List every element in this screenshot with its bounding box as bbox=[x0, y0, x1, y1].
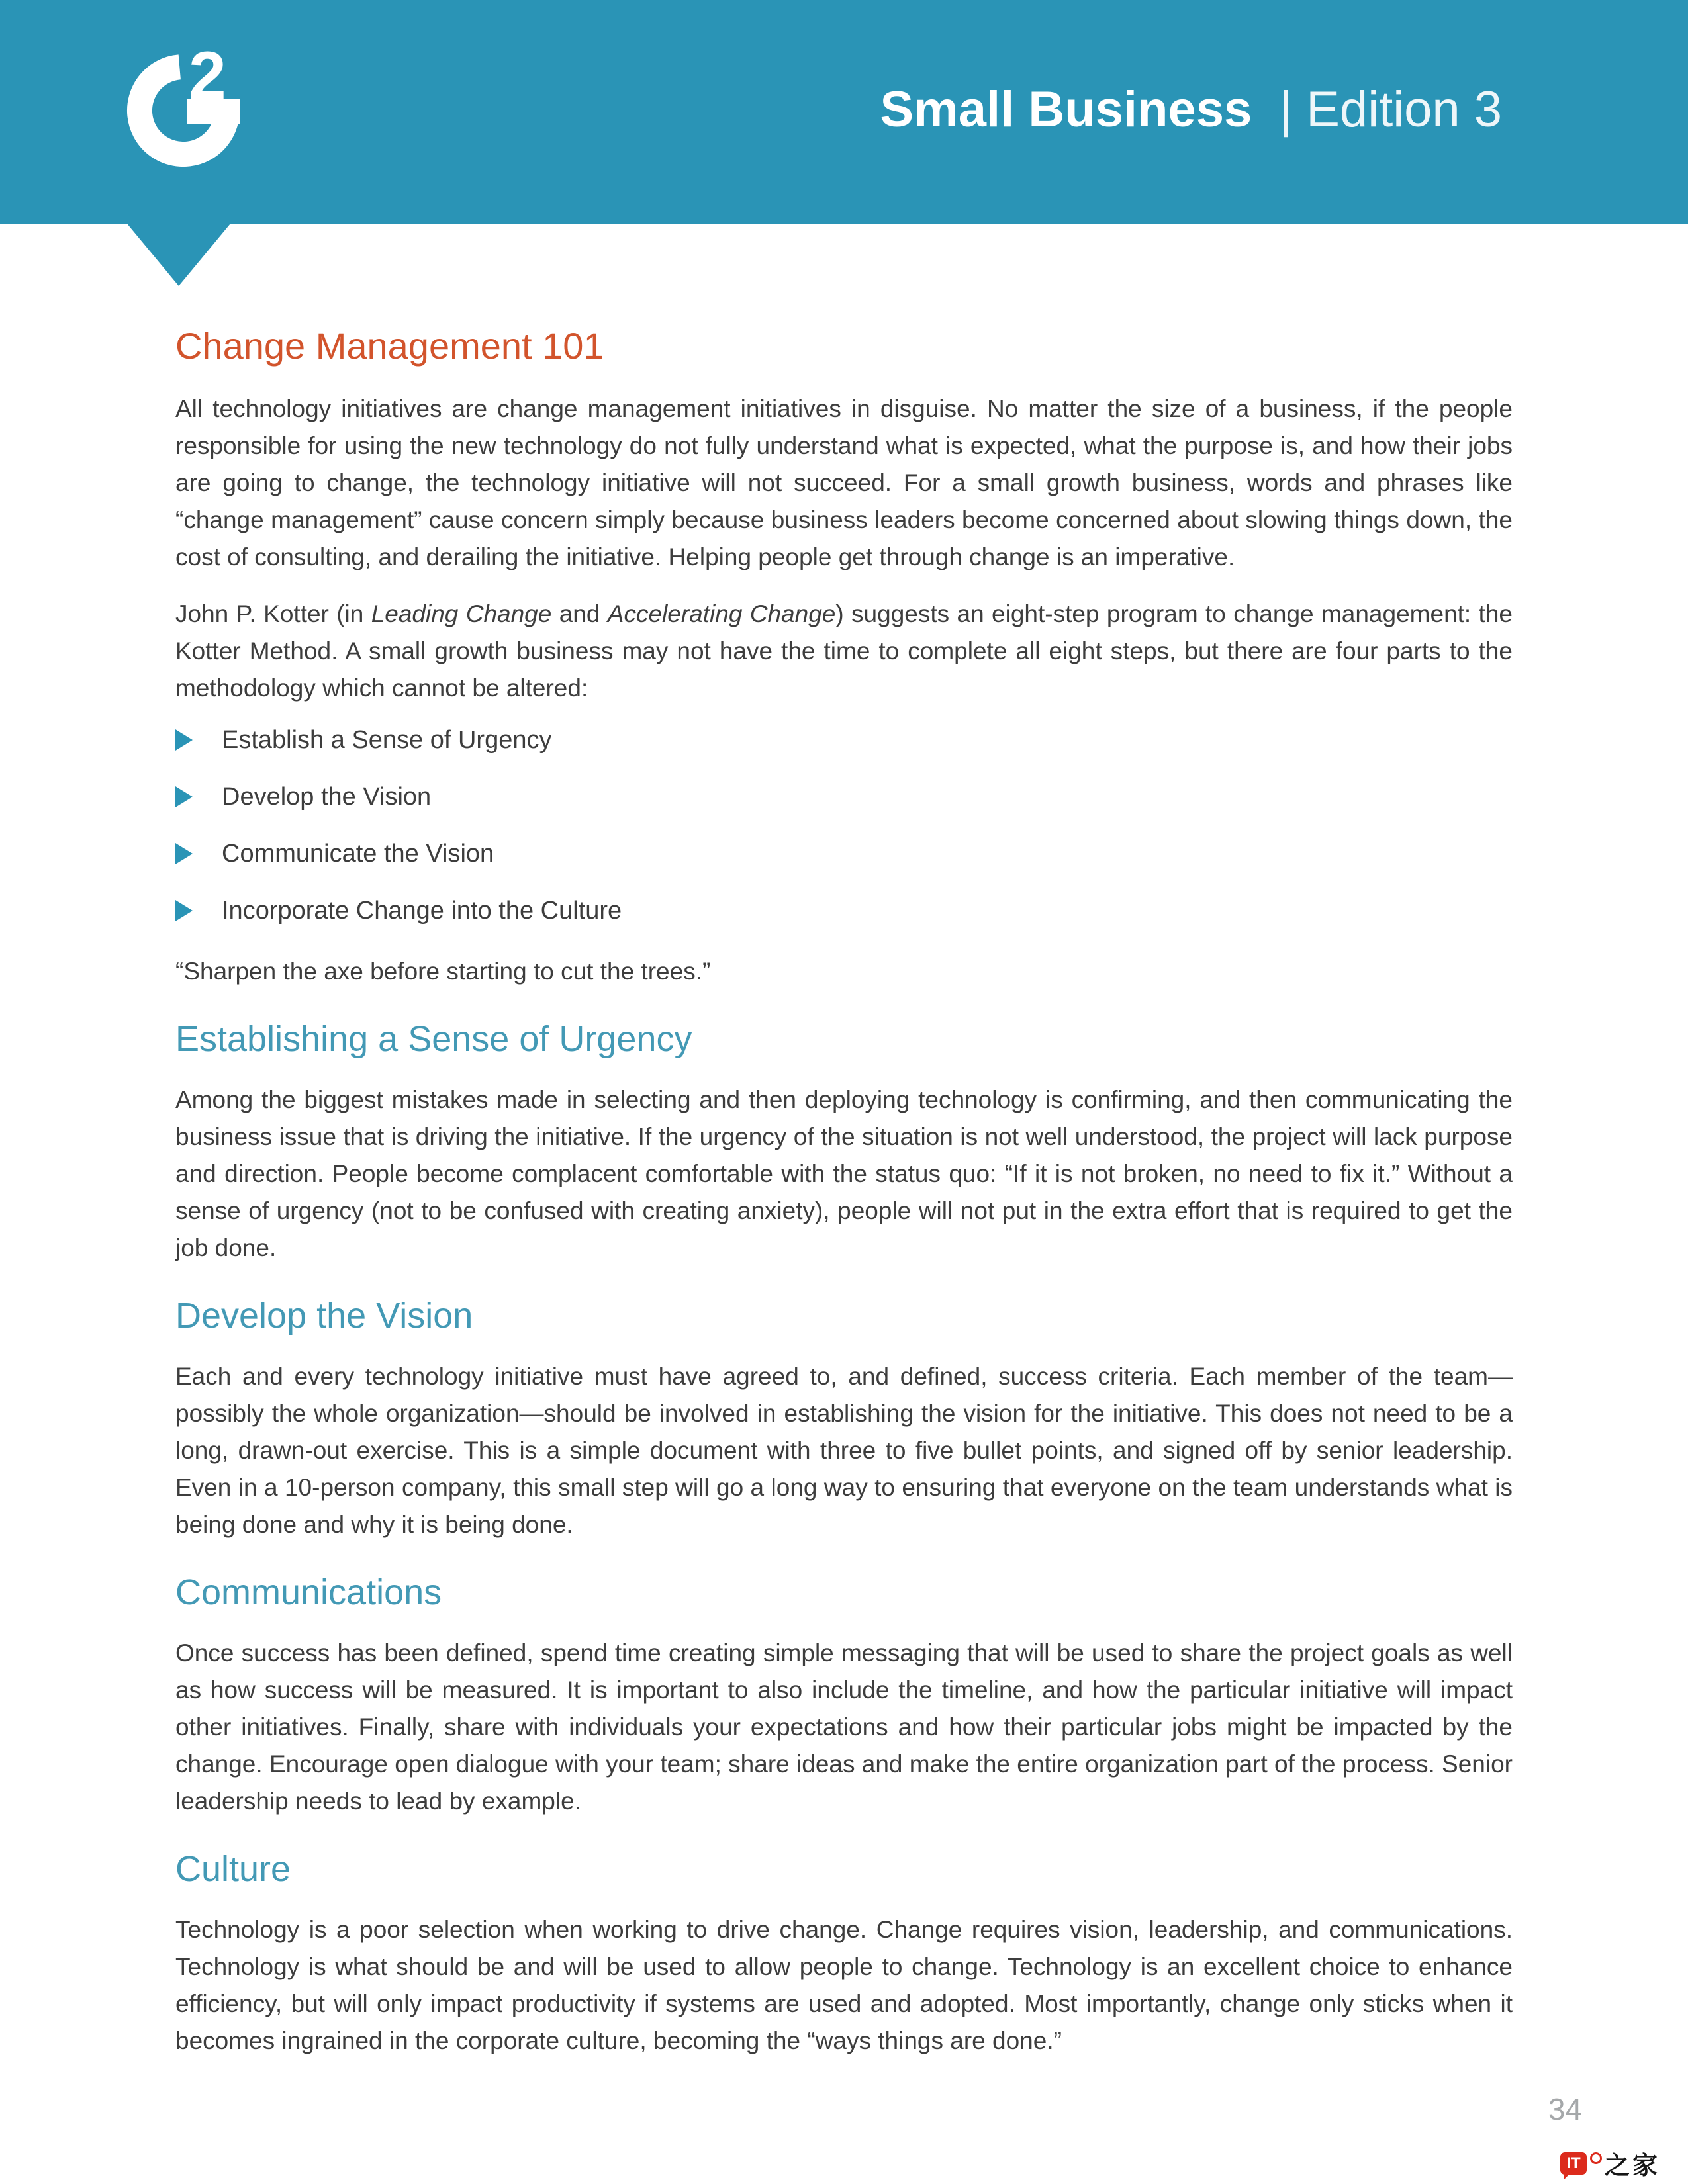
list-item bbox=[175, 841, 1513, 867]
article-content bbox=[175, 326, 1513, 2079]
list-item bbox=[175, 727, 1513, 753]
section-heading-vision: Develop the Vision bbox=[175, 1296, 473, 1336]
header-band-tail bbox=[127, 224, 230, 286]
list-item-label: Develop the Vision bbox=[222, 783, 432, 811]
page-number: 34 bbox=[1548, 2092, 1582, 2126]
article-title: Change Management 101 bbox=[175, 325, 604, 367]
list-item-label: Incorporate Change into the Culture bbox=[222, 897, 622, 925]
g2-logo-icon bbox=[124, 24, 256, 170]
bullet-triangle-icon bbox=[175, 900, 193, 921]
list-item bbox=[175, 897, 1513, 924]
document-title-edition: | Edition 3 bbox=[1279, 81, 1502, 138]
book-title-accelerating-change: Accelerating Change bbox=[607, 600, 836, 627]
bullet-list bbox=[175, 727, 1513, 924]
list-item-label: Establish a Sense of Urgency bbox=[222, 726, 552, 754]
g2-logo-superscript: 2 bbox=[189, 38, 226, 113]
bullet-triangle-icon bbox=[175, 786, 193, 807]
ithome-watermark bbox=[1560, 2152, 1660, 2179]
kotter-paragraph-part3: ) suggests an eight-step program to change management: the Kotter Method. A small growth business may not have the time to complete all eight steps, but there are four parts to the methodology which cannot be altered: bbox=[175, 600, 1513, 702]
document-title-main: Small Business bbox=[880, 81, 1252, 138]
list-item bbox=[175, 784, 1513, 810]
section-heading-urgency: Establishing a Sense of Urgency bbox=[175, 1019, 692, 1059]
section-body-vision: Each and every technology initiative must have agreed to, and defined, success criteria. Each member of the team—possibly the whole organization—should be involved in establishing the vision for the initiative. This does not need to be a long, drawn-out exercise. This is a simple document with three to five bullet points, and signed off by senior leadership. Even in a 10-person company, this small step will go a long way to ensuring that everyone on the team understands what is being done and why it is being done. bbox=[175, 1363, 1513, 1538]
document-title bbox=[880, 83, 1502, 136]
list-item-label: Communicate the Vision bbox=[222, 840, 494, 868]
section-heading-communications: Communications bbox=[175, 1572, 442, 1612]
kotter-paragraph-part1: John P. Kotter (in bbox=[175, 600, 371, 627]
section-body-communications: Once success has been defined, spend time creating simple messaging that will be used to share the project goals as well as how success will be measured. It is important to also include the timeline, and how the particular initiative will impact other initiatives. Finally, share with individuals your expectations and how their particular jobs might be impacted by the change. Encourage open dialogue with your team; share ideas and make the entire organization part of the process. Senior leadership needs to lead by example. bbox=[175, 1639, 1513, 1815]
bullet-triangle-icon bbox=[175, 843, 193, 864]
quote-line: “Sharpen the axe before starting to cut the trees.” bbox=[175, 958, 711, 985]
watermark-it-badge-icon: IT bbox=[1560, 2152, 1587, 2175]
section-body-culture: Technology is a poor selection when working to drive change. Change requires vision, leadership, and communications. Technology is what should be and will be used to allow people to change. Technology is an excellent choice to enhance efficiency, but will only impact productivity if systems are used and adopted. Most importantly, change only sticks when it becomes ingrained in the corporate culture, becoming the “ways things are done.” bbox=[175, 1916, 1513, 2054]
bullet-triangle-icon bbox=[175, 729, 193, 751]
watermark-registered-mark-icon bbox=[1590, 2152, 1602, 2164]
section-body-urgency: Among the biggest mistakes made in selecting and then deploying technology is confirming, and then communicating the business issue that is driving the initiative. If the urgency of the situation is not well understood, the project will lack purpose and direction. People become complacent comfortable with the status quo: “If it is not broken, no need to fix it.” Without a sense of urgency (not to be confused with creating anxiety), people will not put in the extra effort that is required to get the job done. bbox=[175, 1086, 1513, 1261]
intro-paragraph: All technology initiatives are change management initiatives in disguise. No matter the size of a business, if the people responsible for using the new technology do not fully understand what is expected, what the purpose is, and how their jobs are going to change, the technology initiative will not succeed. For a small growth business, words and phrases like “change management” cause concern simply because business leaders become concerned about slowing things down, the cost of consulting, and derailing the initiative. Helping people get through change is an imperative. bbox=[175, 395, 1513, 570]
watermark-name: 之家 bbox=[1604, 2150, 1660, 2180]
book-title-leading-change: Leading Change bbox=[371, 600, 552, 627]
kotter-paragraph bbox=[175, 596, 1513, 707]
section-heading-culture: Culture bbox=[175, 1849, 291, 1889]
kotter-paragraph-part2: and bbox=[551, 600, 608, 627]
